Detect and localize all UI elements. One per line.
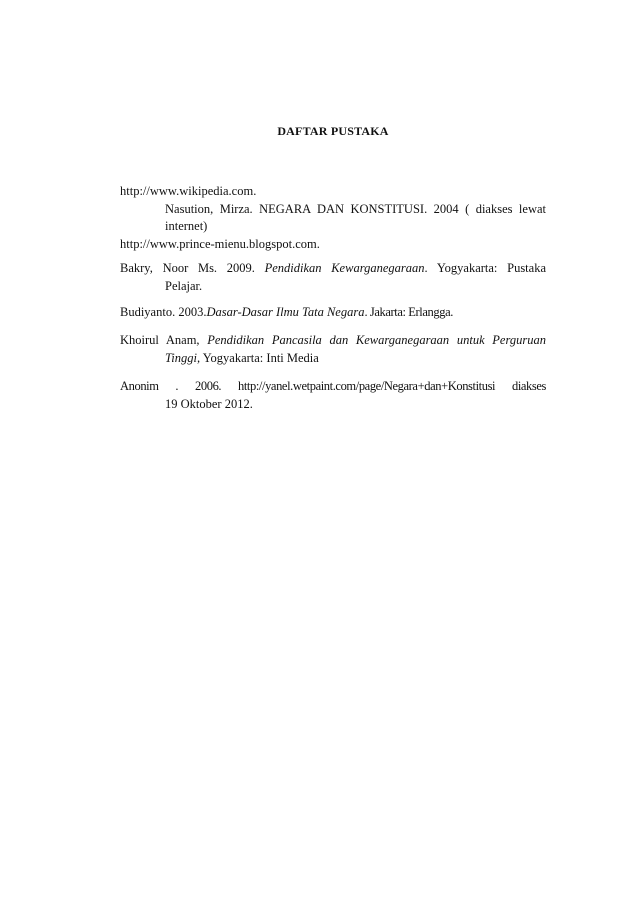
reference-budiyanto-title: Dasar-Dasar Ilmu Tata Negara: [206, 305, 365, 319]
reference-bakry-line1: [120, 260, 546, 278]
reference-bakry-author: Bakry, Noor Ms. 2009.: [120, 261, 265, 275]
reference-nasution-line1: Nasution, Mirza. NEGARA DAN KONSTITUSI. 2004 ( diakses lewat: [165, 201, 546, 216]
reference-anonim-line1: Anonim . 2006. http://yanel.wetpaint.com/page/Negara+dan+Konstitusi diakses: [120, 379, 546, 393]
reference-bakry-line2: Pelajar.: [165, 278, 203, 293]
reference-khoirul-title-part2: Tinggi,: [165, 350, 201, 365]
reference-khoirul-line2: [120, 350, 546, 368]
reference-bakry: [120, 260, 546, 295]
reference-bakry-publisher: . Yogyakarta: Pustaka: [424, 261, 546, 275]
reference-prince-url: http://www.prince-mienu.blogspot.com.: [120, 236, 320, 251]
reference-budiyanto: [120, 304, 546, 322]
reference-khoirul-title-part1: Pendidikan Pancasila dan Kewarganegaraan untuk Perguruan: [207, 333, 546, 347]
reference-budiyanto-author: Budiyanto. 2003.: [120, 305, 207, 319]
reference-bakry-title: Pendidikan Kewarganegaraan: [264, 261, 425, 275]
reference-budiyanto-publisher: . Jakarta: Erlangga.: [364, 305, 453, 319]
reference-khoirul: [120, 332, 546, 367]
reference-khoirul-author: Khoirul Anam,: [120, 333, 208, 347]
reference-anonim: [120, 378, 546, 413]
reference-group-web: [120, 183, 546, 253]
reference-khoirul-publisher: Yogyakarta: Inti Media: [200, 350, 319, 365]
reference-budiyanto-line1: [120, 304, 546, 322]
reference-khoirul-line1: [120, 332, 546, 350]
page-title: DAFTAR PUSTAKA: [277, 124, 389, 138]
reference-nasution-line2: internet): [165, 219, 208, 233]
reference-wikipedia-url: http://www.wikipedia.com.: [120, 184, 257, 198]
reference-anonim-line2: 19 Oktober 2012.: [165, 396, 253, 411]
